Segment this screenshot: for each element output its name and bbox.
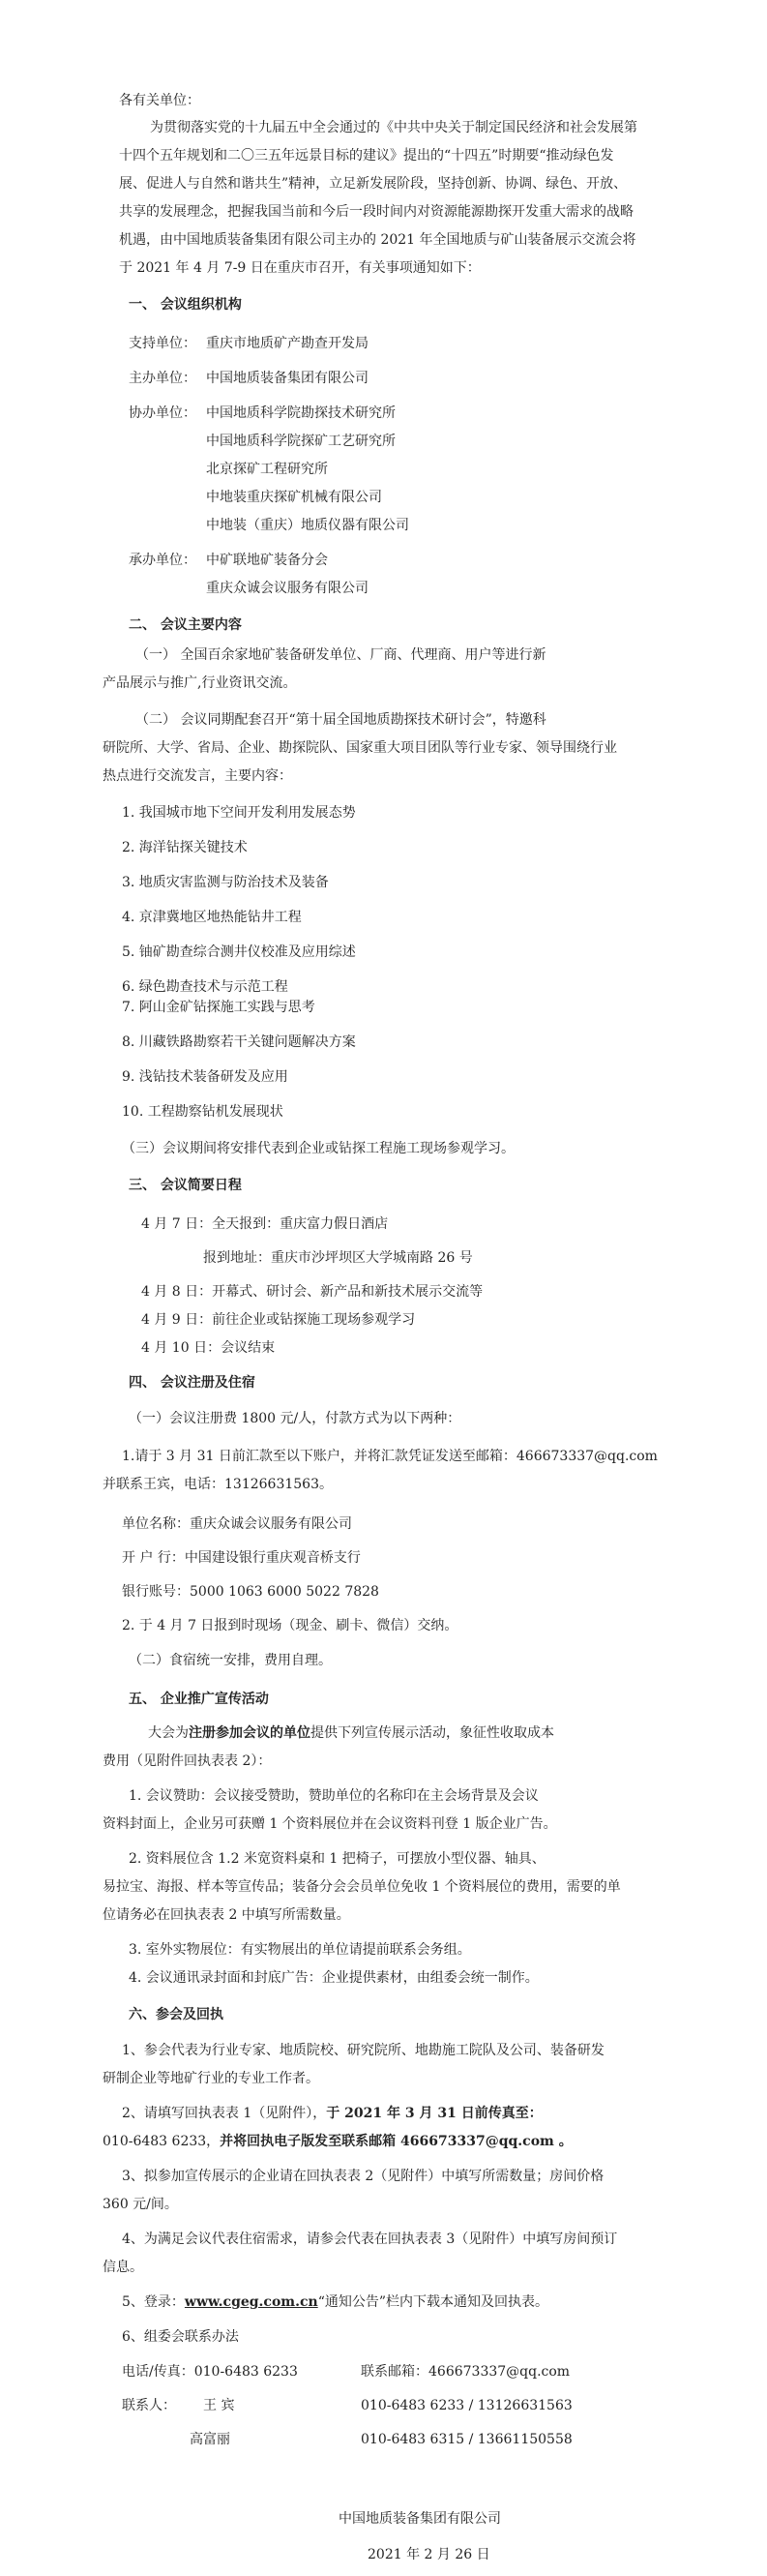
co-unit: 中国地质科学院探矿工艺研究所 <box>206 434 396 449</box>
promo-item: 易拉宝、海报、样本等宣传品；装备分会会员单位免收 1 个资料展位的费用，需要的单 <box>103 1879 621 1895</box>
emphasis-text: 于 2021 年 3 月 31 日前传真至： <box>326 2106 543 2121</box>
content-paragraph: 360 元/间。 <box>103 2197 178 2212</box>
contact-name: 高富丽 <box>190 2432 230 2447</box>
signature-date: 2021 年 2 月 26 日 <box>368 2547 490 2562</box>
contact-email: 联系邮箱：466673337@qq.com <box>361 2364 571 2380</box>
schedule-item: 4 月 10 日：会议结束 <box>141 1340 276 1356</box>
content-paragraph <box>148 1723 554 1744</box>
org-label: 承办单位： <box>129 553 196 568</box>
promo-item: 1. 会议赞助：会议接受赞助，赞助单位的名称印在主会场背景及会议 <box>129 1788 539 1804</box>
intro-line: 为贯彻落实党的十九届五中全会通过的《中共中央关于制定国民经济和社会发展第 <box>150 120 637 135</box>
content-paragraph <box>122 2292 548 2313</box>
content-paragraph: （二）食宿统一安排，费用自理。 <box>129 1653 332 1668</box>
host-unit: 中国地质装备集团有限公司 <box>206 371 369 386</box>
org-unit: 重庆众诚会议服务有限公司 <box>206 581 369 596</box>
signature-org: 中国地质装备集团有限公司 <box>339 2511 501 2527</box>
salutation: 各有关单位： <box>119 93 200 108</box>
content-paragraph: 费用（见附件回执表表 2）： <box>103 1753 272 1769</box>
topic-item: 9. 浅钻技术装备研发及应用 <box>122 1069 288 1085</box>
section-heading-6: 六、参会及回执 <box>129 2007 223 2022</box>
topic-item: 5. 铀矿勘查综合测井仪校准及应用综述 <box>122 944 356 960</box>
support-unit: 重庆市地质矿产勘查开发局 <box>206 336 369 351</box>
section-heading-1: 一、 会议组织机构 <box>129 297 242 313</box>
content-paragraph: （一） 全国百余家地矿装备研发单位、厂商、代理商、用户等进行新 <box>135 647 546 663</box>
topic-item: 10. 工程勘察钻机发展现状 <box>122 1104 283 1120</box>
content-paragraph: （一）会议注册费 1800 元/人，付款方式为以下两种： <box>129 1411 461 1426</box>
schedule-item: 4 月 7 日：全天报到：重庆富力假日酒店 <box>141 1216 389 1232</box>
contact-label: 联系人： <box>122 2398 176 2413</box>
content-paragraph: 6、组委会联系办法 <box>122 2329 239 2345</box>
co-label: 协办单位： <box>129 405 196 421</box>
topic-item: 3. 地质灾害监测与防治技术及装备 <box>122 875 329 890</box>
topic-item: 6. 绿色勘查技术与示范工程 <box>122 979 288 995</box>
text-run: 5、登录： <box>122 2294 185 2310</box>
content-paragraph: 信息。 <box>103 2260 143 2275</box>
content-paragraph: （二） 会议同期配套召开“第十届全国地质勘探技术研讨会”，特邀科 <box>135 712 546 728</box>
emphasis-text: 并将回执电子版发至联系邮箱 466673337@qq.com 。 <box>220 2134 573 2149</box>
account-bank: 开 户 行：中国建设银行重庆观音桥支行 <box>122 1550 361 1566</box>
section-heading-5: 五、 企业推广宣传活动 <box>129 1692 269 1707</box>
content-paragraph: 研院所、大学、省局、企业、勘探院队、国家重大项目团队等行业专家、领导围绕行业 <box>103 740 617 756</box>
content-paragraph <box>103 2132 573 2152</box>
promo-item: 资料封面上，企业另可获赠 1 个资料展位并在会议资料刊登 1 版企业广告。 <box>103 1816 557 1832</box>
account-number: 银行账号：5000 1063 6000 5022 7828 <box>122 1584 379 1600</box>
co-unit: 中地装（重庆）地质仪器有限公司 <box>206 518 409 533</box>
text-run: 提供下列宣传展示活动，象征性收取成本 <box>310 1725 554 1741</box>
content-paragraph: 并联系王宾，电话：13126631563。 <box>103 1477 333 1492</box>
schedule-item: 4 月 9 日：前往企业或钻探施工现场参观学习 <box>141 1312 416 1328</box>
topic-item: 4. 京津冀地区地热能钻井工程 <box>122 910 302 925</box>
emphasis-text: 注册参加会议的单位 <box>189 1725 310 1741</box>
content-paragraph: 1、参会代表为行业专家、地质院校、研究院所、地勘施工院队及公司、装备研发 <box>122 2043 605 2058</box>
org-unit: 中矿联地矿装备分会 <box>206 553 328 568</box>
section-heading-2: 二、 会议主要内容 <box>129 617 242 633</box>
promo-item: 2. 资料展位含 1.2 米宽资料桌和 1 把椅子，可摆放小型仪器、轴具、 <box>129 1851 546 1867</box>
promo-item: 3. 室外实物展位：有实物展出的单位请提前联系会务组。 <box>129 1942 471 1958</box>
co-unit: 中地装重庆探矿机械有限公司 <box>206 490 382 505</box>
support-label: 支持单位： <box>129 336 196 351</box>
content-paragraph: 2. 于 4 月 7 日报到时现场（现金、刷卡、微信）交纳。 <box>122 1618 458 1633</box>
section-heading-3: 三、 会议简要日程 <box>129 1178 242 1193</box>
intro-line: 十四个五年规划和二〇三五年远景目标的建议》提出的“十四五”时期要“推动绿色发 <box>119 148 614 164</box>
section-heading-4: 四、 会议注册及住宿 <box>129 1375 255 1391</box>
website-link[interactable]: www.cgeg.com.cn <box>184 2294 318 2310</box>
contact-phone: 010-6483 6315 / 13661150558 <box>361 2432 573 2447</box>
intro-line: 共享的发展理念，把握我国当前和今后一段时间内对资源能源勘探开发重大需求的战略 <box>119 204 634 220</box>
topic-item: 7. 阿山金矿钻探施工实践与思考 <box>122 1000 315 1015</box>
promo-item: 4. 会议通讯录封面和封底广告：企业提供素材，由组委会统一制作。 <box>129 1970 539 1986</box>
content-paragraph: 3、拟参加宣传展示的企业请在回执表表 2（见附件）中填写所需数量；房间价格 <box>122 2169 605 2184</box>
content-paragraph: 热点进行交流发言，主要内容： <box>103 768 292 784</box>
contact-tel: 电话/传真：010-6483 6233 <box>122 2364 298 2380</box>
intro-line: 机遇，由中国地质装备集团有限公司主办的 2021 年全国地质与矿山装备展示交流会将 <box>119 232 636 248</box>
account-unit: 单位名称：重庆众诚会议服务有限公司 <box>122 1516 352 1532</box>
contact-name: 王 宾 <box>203 2398 235 2413</box>
promo-item: 位请务必在回执表表 2 中填写所需数量。 <box>103 1907 350 1923</box>
co-unit: 北京探矿工程研究所 <box>206 462 328 477</box>
schedule-item: 4 月 8 日：开幕式、研讨会、新产品和新技术展示交流等 <box>141 1284 484 1300</box>
content-paragraph: （三）会议期间将安排代表到企业或钻探工程施工现场参观学习。 <box>122 1141 515 1156</box>
intro-line: 展、促进人与自然和谐共生”精神，立足新发展阶段，坚持创新、协调、绿色、开放、 <box>119 176 628 192</box>
topic-item: 1. 我国城市地下空间开发利用发展态势 <box>122 805 356 821</box>
topic-item: 8. 川藏铁路勘察若干关键问题解决方案 <box>122 1034 356 1050</box>
text-run: “通知公告”栏内下载本通知及回执表。 <box>317 2294 549 2310</box>
text-run: 2、请填写回执表表 1（见附件）， <box>122 2106 327 2121</box>
content-paragraph: 4、为满足会议代表住宿需求，请参会代表在回执表表 3（见附件）中填写房间预订 <box>122 2232 618 2247</box>
topic-item: 2. 海洋钻探关键技术 <box>122 840 248 855</box>
co-unit: 中国地质科学院勘探技术研究所 <box>206 405 396 421</box>
schedule-item: 报到地址：重庆市沙坪坝区大学城南路 26 号 <box>203 1250 473 1266</box>
content-paragraph <box>122 2104 543 2124</box>
content-paragraph: 产品展示与推广,行业资讯交流。 <box>103 675 297 691</box>
content-paragraph: 研制企业等地矿行业的专业工作者。 <box>103 2071 319 2086</box>
host-label: 主办单位： <box>129 371 196 386</box>
text-run: 010-6483 6233， <box>103 2134 221 2149</box>
contact-phone: 010-6483 6233 / 13126631563 <box>361 2398 573 2413</box>
text-run: 大会为 <box>148 1725 189 1741</box>
content-paragraph: 1.请于 3 月 31 日前汇款至以下账户，并将汇款凭证发送至邮箱：466673337@qq.com <box>122 1449 658 1464</box>
intro-line: 于 2021 年 4 月 7-9 日在重庆市召开，有关事项通知如下： <box>119 260 481 276</box>
